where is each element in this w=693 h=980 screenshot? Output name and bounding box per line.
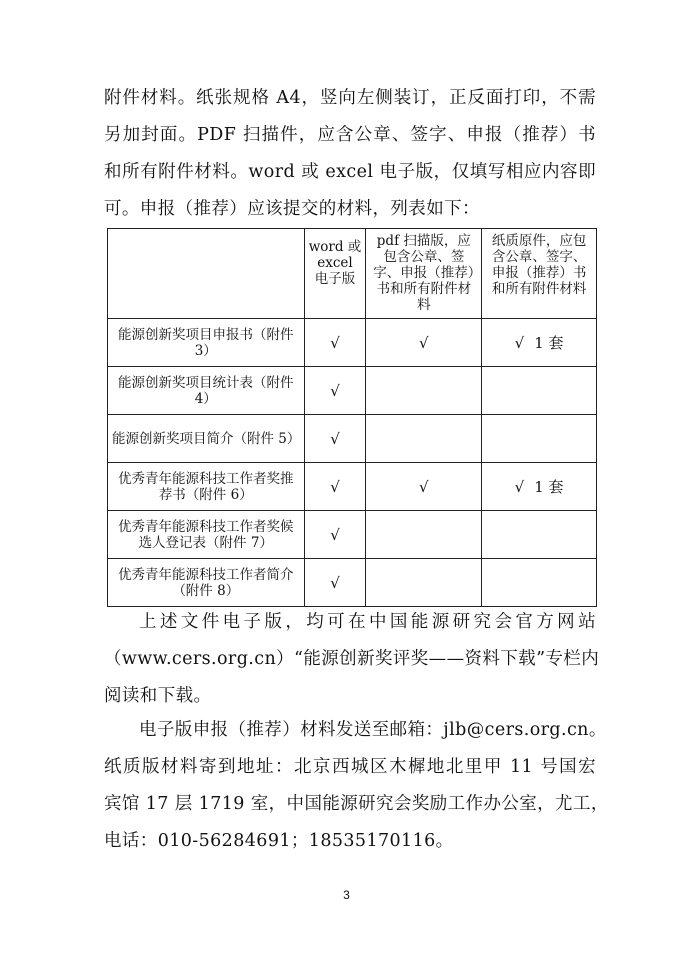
download-line [104,604,596,641]
contact-line-text: 电子版申报（推荐）材料发送至邮箱：jlb@cers.org.cn。 [139,720,607,740]
download-line: 阅读和下载。 [104,686,212,706]
paper-quantity: 1 套 [534,333,564,352]
pdf-check [366,559,482,607]
pdf-check: √ [366,463,482,511]
word-check: √ [304,319,366,367]
material-name: 能源创新奖项目统计表（附件 4） [108,367,305,415]
paper-quantity: 1 套 [534,477,564,496]
page-number: 3 [343,888,350,902]
paper-check: √ [514,333,525,352]
contact-line: 宾馆 17 层 1719 室，中国能源研究会奖励工作办公室，尤工， [104,794,609,814]
pdf-check [366,415,482,463]
word-check: √ [304,511,366,559]
intro-paragraph [104,80,596,228]
contact-line: 纸质版材料寄到地址：北京西城区木樨地北里甲 11 号国宏 [104,757,596,777]
pdf-check [366,511,482,559]
intro-line: 可。申报（推荐）应该提交的材料，列表如下： [104,199,480,219]
header-paper-original: 纸质原件，应包含公章、签字、申报（推荐）书和所有附件材料 [482,229,597,319]
paper-cell [482,559,597,607]
materials-table [107,228,597,607]
material-name: 能源创新奖项目申报书（附件 3） [108,319,305,367]
material-name: 能源创新奖项目简介（附件 5） [108,415,305,463]
intro-line: 和所有附件材料。word 或 excel 电子版，仅填写相应内容即 [104,162,596,182]
word-check: √ [304,367,366,415]
material-name: 优秀青年能源科技工作者奖推荐书（附件 6） [108,463,305,511]
download-line: （www.cers.org.cn）“能源创新奖评奖——资料下载”专栏内 [104,649,600,669]
paper-cell [482,463,597,511]
download-line-text: 上述文件电子版，均可在中国能源研究会官方网站 [139,612,596,632]
paper-cell [482,367,597,415]
header-empty-cell [108,229,305,319]
paper-cell [482,319,597,367]
download-paragraph [104,604,600,715]
contact-line [104,712,607,749]
paper-check: √ [514,477,525,496]
word-check: √ [304,415,366,463]
material-name: 优秀青年能源科技工作者简介（附件 8） [108,559,305,607]
paper-cell [482,415,597,463]
material-name: 优秀青年能源科技工作者奖候选人登记表（附件 7） [108,511,305,559]
pdf-check: √ [366,319,482,367]
intro-line: 附件材料。纸张规格 A4，竖向左侧装订，正反面打印，不需 [104,88,596,108]
contact-paragraph [104,712,609,860]
pdf-check [366,367,482,415]
table-row [108,415,597,463]
word-check: √ [304,559,366,607]
table-row [108,559,597,607]
table-header-row [108,229,597,319]
table-row [108,319,597,367]
intro-line: 另加封面。PDF 扫描件，应含公章、签字、申报（推荐）书 [104,125,596,145]
contact-line: 电话：010-56284691；18535170116。 [104,831,454,851]
table-row [108,367,597,415]
header-word-excel: word 或 excel 电子版 [304,229,366,319]
paper-cell [482,511,597,559]
table-row [108,511,597,559]
word-check: √ [304,463,366,511]
table-row [108,463,597,511]
header-pdf-scan: pdf 扫描版，应包含公章、签字、申报（推荐）书和所有附件材料 [366,229,482,319]
